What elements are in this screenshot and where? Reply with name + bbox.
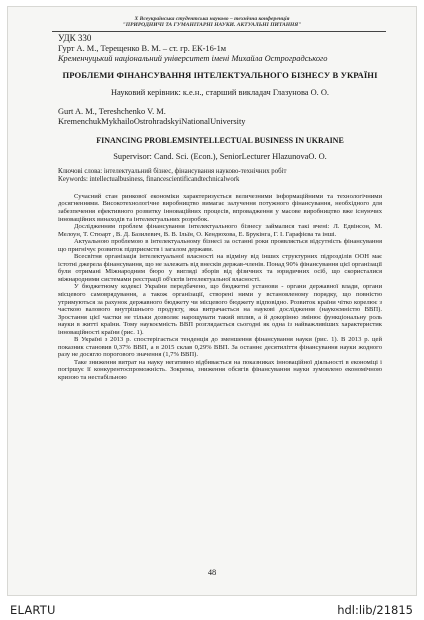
paragraph: В Україні з 2013 р. спостерігається тенденція до зменшення фінансування науки (рис. 1). В 2013 р. цей показник становив 0,37% ВВП, а в 2015 склав 0,29% ВВП. За останнє десятиліття фінансування науки жодного разу не досягло порогового значення (1,7% ВВП). [58,336,382,359]
page-number: 48 [207,568,217,577]
paragraph: Таке зниження витрат на науку негативно відбивається на показниках інноваційної діяльності в економіці і погіршує її конкурентоспроможність. Зокрема, зниження обсягів фінансування науки зумовлено економічною кризою та нестабільною [58,358,382,382]
document-page [7,6,417,596]
affiliation-ua: Кременчуцький національний університет імені Михайла Остроградського [58,53,328,63]
affiliation-en: KremenchukMykhailoOstrohradskyiNationalUniversity [58,116,246,126]
paragraph: Актуальною проблемою в інтелектуальному бізнесі за останні роки проявляється відсутність фінансування що пригнічує розвиток підприємств і загалом держави. [58,238,382,253]
handle-id: hdl:lib/21815 [337,603,413,617]
running-head-line1: Х Всеукраїнська студентська науково – технічна конференція [134,16,290,22]
authors-ua: Гурт А. М., Терещенко В. М. – ст. гр. ЕК-16-1м [58,43,227,53]
title-en: FINANCING PROBLEMSINTELLECTUAL BUSINESS IN UKRAINE [96,135,344,145]
paragraph: Всесвітня організація інтелектуальної власності на відміну від інших структурних підрозділів ООН має істотні джерела фінансування, що не залежать від внесків держав-членів. Понад 90% фінансування цієї організації були отримані Міжнародним бюро у вигляді зборів від фізичних та юридичних осіб, що скористалися міжнародними системами реєстрації об'єктів інтелектуальної власності. [58,253,382,283]
paragraph: Сучасний стан ринкової економіки характеризується величезними інформаційними та технологічними досягненнями. Високотехнологічне виробництво вимагає залучення потужного фінансування, необхідного для забезпечення ефективного розвитку інноваційних процесів, впровадження у масове виробництво вже існуючих інноваційних винаходів та інтелектуальних розробок. [58,192,382,223]
udk-code: УДК 330 [58,33,92,43]
repository-name: ELARTU [10,603,56,617]
supervisor-ua: Науковий керівник: к.е.н., старший викладач Глазунова О. О. [111,87,329,97]
paragraph: Дослідженням проблем фінансування інтелектуального бізнесу займалися такі вчені: Л. Едвінсон, М. Мелоун, Т. Стюарт , В. Д. Базилевич, В. В. Ільїн, О. Кендюхова, Е. Брукінга, Г. І. Гарафієва та інші. [58,223,382,238]
repository-footer [0,597,424,620]
authors-en: Gurt A. M., Tereshchenko V. M. [58,106,166,116]
article-content [58,33,382,382]
keywords-block [58,168,382,184]
running-head [8,16,416,29]
keywords-en: Keywords: intellectualbusiness, financescientificandtechnicalwork [58,175,240,183]
paragraph: У бюджетному кодексі України передбачено, що бюджетні установи - органи державної влади, органи місцевого самоврядування, а також організації, створені ними у встановленому порядку, що повністю утримуються за рахунок державного бюджету чи місцевого бюджету відповідно. Розвиток країни чітко корелює з часткою валового внутрішнього продукту, яка витрачається на наукові дослідження (наукоємністю ВВП). Зростання цієї частки не тільки дозволяє нарощувати такий вплив, а й докорінно змінює функціональну роль науки в житті країни. Тому наукоємність ВВП розглядається сьогодні як одна із найважливіших характеристик інноваційності країни (рис. 1). [58,283,382,336]
keywords-ua: Ключові слова: інтелектуальний бізнес, фінансування науково-технічних робіт [58,167,287,175]
running-head-rule [52,31,386,32]
running-head-line2: "ПРИРОДНИЧІ ТА ГУМАНІТАРНІ НАУКИ. АКТУАЛЬНІ ПИТАННЯ" [122,22,302,29]
title-ua: ПРОБЛЕМИ ФІНАНСУВАННЯ ІНТЕЛЕКТУАЛЬНОГО БІЗНЕСУ В УКРАЇНІ [62,69,378,80]
supervisor-en: Supervisor: Cand. Sci. (Econ.), SeniorLecturer HlazunovaO. O. [113,151,327,161]
body-text [58,193,382,382]
